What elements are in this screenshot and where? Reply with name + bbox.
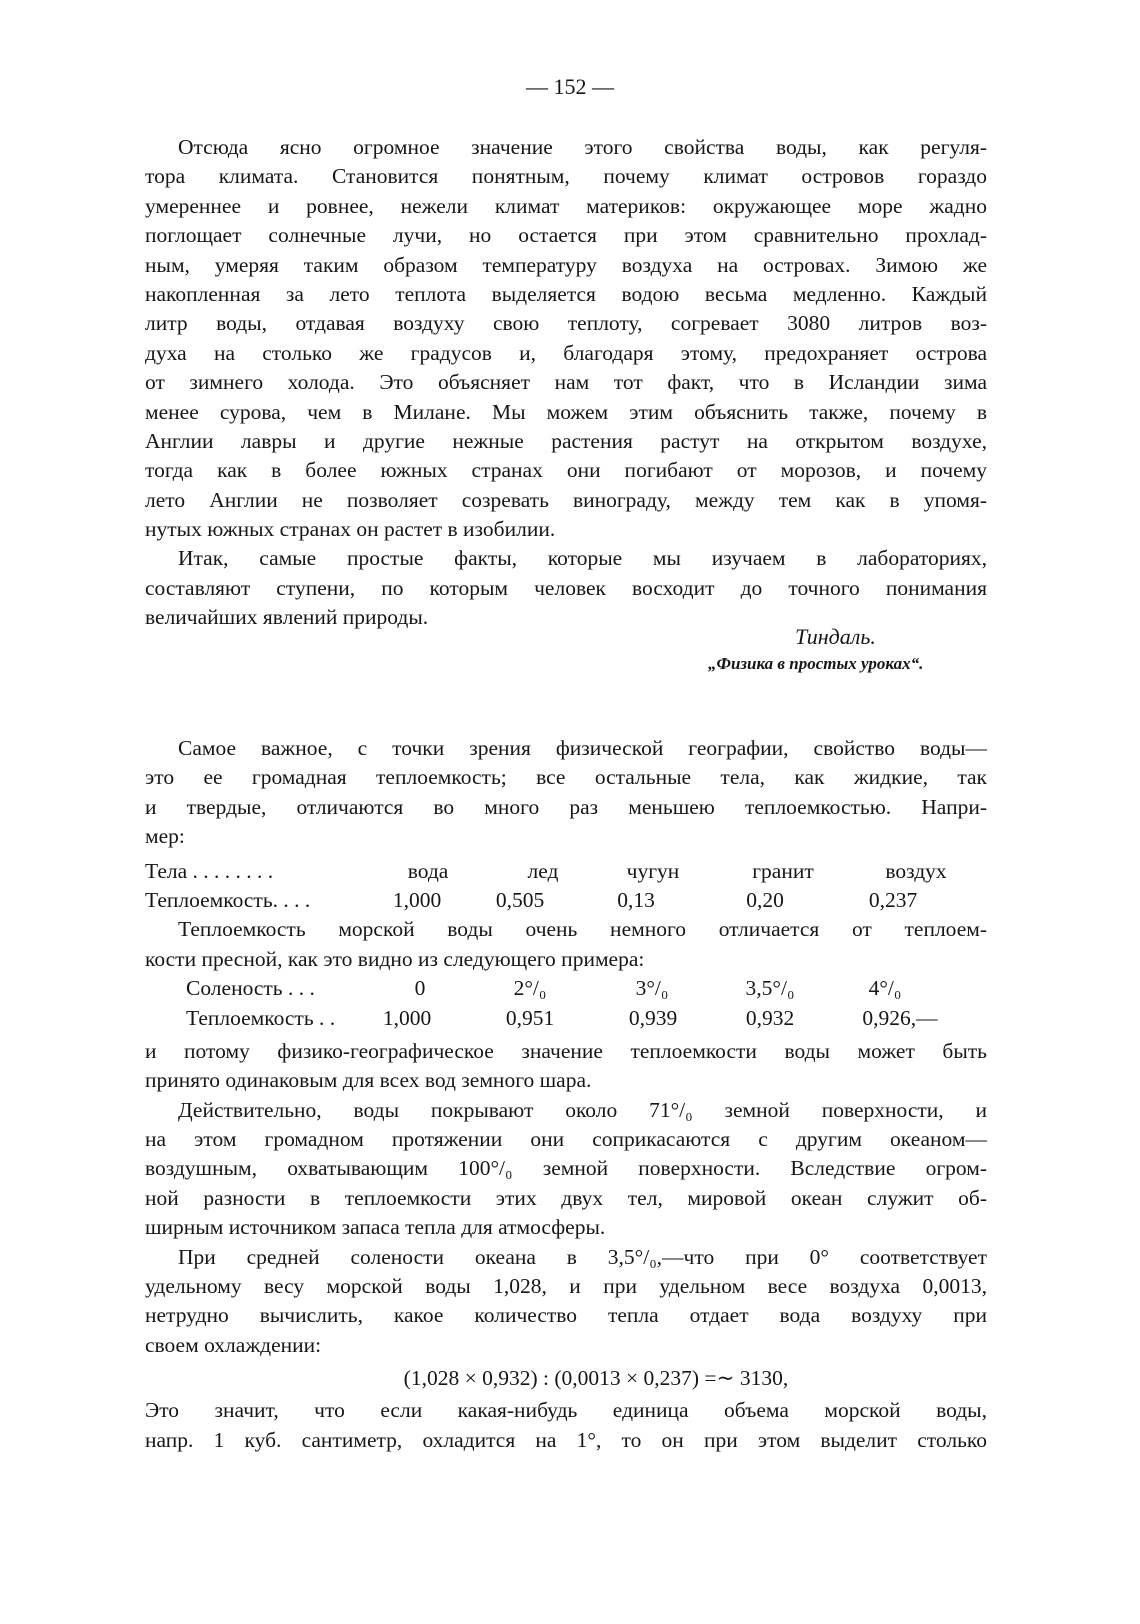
text-line: принято одинаковым для всех вод земного шара. — [145, 1068, 592, 1093]
text-line: умереннее и ровнее, нежели климат материков: окружающее море жадно — [145, 193, 987, 218]
text-line: накопленная за лето теплота выделяется водою весьма медленно. Каждый — [145, 281, 987, 306]
table-cell: чугун — [626, 858, 680, 883]
text-line: Действительно, воды покрывают около 71°/₀ земной поверхности, и — [178, 1097, 987, 1122]
text-line: Самое важное, с точки зрения физической географии, свойство воды— — [178, 736, 987, 760]
text-line: величайших явлений природы. — [145, 605, 429, 630]
text-line: составляют ступени, по которым человек восходит до точного понимания — [145, 575, 987, 600]
text-line: Это значит, что если какая-нибудь единица объема морской воды, — [145, 1398, 987, 1423]
text-line: тогда как в более южных странах они погибают от морозов, и почему — [145, 458, 987, 483]
text-line: это ее громадная теплоемкость; все остальные тела, как жидкие, так — [145, 765, 987, 790]
text-line: ширным источником запаса тепла для атмосферы. — [145, 1215, 606, 1240]
table-cell: вода — [407, 858, 449, 883]
table-cell: 0,13 — [617, 887, 655, 912]
text-line: литр воды, отдавая воздуху свою теплоту, согревает 3080 литров воз- — [145, 311, 987, 336]
table-cell: 3°/₀ — [635, 976, 669, 1001]
table-cell: 4°/₀ — [868, 976, 902, 1001]
quote-source: „Физика в простых уроках“. — [708, 654, 924, 673]
text-line: воздушным, охватывающим 100°/₀ земной поверхности. Вследствие огром- — [145, 1156, 987, 1181]
text-line: Итак, самые простые факты, которые мы изучаем в лабораториях, — [178, 546, 987, 571]
text-line: ной разности в теплоемкости этих двух тел, мировой океан служит об- — [145, 1185, 987, 1210]
text-line: лето Англии не позволяет созревать винограду, между тем как в упомя- — [145, 487, 987, 512]
row-label: Соленость . . . — [186, 976, 315, 1001]
table-cell: лед — [527, 858, 559, 883]
text-line: ным, умеряя таким образом температуру воздуха на островах. Зимою же — [145, 252, 987, 277]
text-line: от зимнего холода. Это объясняет нам тот факт, что в Исландии зима — [145, 370, 987, 395]
text-line: удельному весу морской воды 1,028, и при удельном весе воздуха 0,0013, — [145, 1274, 987, 1299]
section-heat-capacity — [145, 734, 987, 1455]
text-line: менее сурова, чем в Милане. Мы можем этим объяснить также, почему в — [145, 399, 987, 424]
table-cell: 0,932 — [745, 1005, 795, 1030]
section-tyndall-quote — [145, 133, 987, 633]
table-cell: 0,505 — [495, 887, 545, 912]
table-cell: 0,939 — [628, 1005, 678, 1030]
text-line: Теплоемкость морской воды очень немного отличается от теплоем- — [178, 917, 987, 942]
table-cell: 1,000 — [392, 887, 442, 912]
table-cell: 0,951 — [505, 1005, 555, 1030]
text-line: и твердые, отличаются во много раз меньшею теплоемкостью. Напри- — [145, 794, 987, 819]
row-label: Теплоемкость. . . . — [145, 887, 311, 912]
table-cell: 3,5°/₀ — [745, 976, 795, 1001]
table-cell: 0,237 — [868, 887, 918, 912]
page-number: — 152 — — [526, 74, 614, 99]
quote-author: Тиндаль. — [795, 624, 876, 649]
table-row — [145, 857, 987, 886]
text-line: нетрудно вычислить, какое количество тепла отдает вода воздуху при — [145, 1303, 987, 1328]
table-row — [145, 886, 987, 915]
table-cell: 2°/₀ — [513, 976, 547, 1001]
text-line: При средней солености океана в 3,5°/₀,—что при 0° соответствует — [178, 1244, 987, 1269]
table-cell: 0,20 — [746, 887, 784, 912]
data-table — [145, 857, 987, 916]
table-cell: 0,926,— — [862, 1005, 938, 1030]
row-label: Теплоемкость . . — [186, 1005, 336, 1030]
text-line: Отсюда ясно огромное значение этого свойства воды, как регуля- — [178, 135, 987, 159]
text-line: кости пресной, как это видно из следующего примера: — [145, 946, 645, 971]
table-cell: воздух — [885, 858, 947, 883]
text-line: своем охлаждении: — [145, 1332, 322, 1357]
text-line: нутых южных странах он растет в изобилии. — [145, 517, 556, 542]
table-row — [145, 1004, 987, 1033]
formula: (1,028 × 0,932) : (0,0013 × 0,237) =∼ 3130, — [403, 1366, 789, 1391]
row-label: Тела . . . . . . . . — [145, 858, 274, 883]
text-line: на этом громадном протяжении они соприкасаются с другим океаном— — [145, 1127, 987, 1152]
table-cell: 0 — [414, 976, 426, 1001]
text-line: мер: — [145, 824, 185, 849]
text-line: тора климата. Становится понятным, почему климат островов гораздо — [145, 164, 987, 189]
table-cell: гранит — [752, 858, 814, 883]
text-line: и потому физико-географическое значение теплоемкости воды может быть — [145, 1038, 987, 1063]
data-table — [145, 974, 987, 1033]
table-cell: 1,000 — [382, 1005, 432, 1030]
text-line: поглощает солнечные лучи, но остается при этом сравнительно прохлад- — [145, 223, 987, 248]
text-line: Англии лавры и другие нежные растения растут на открытом воздухе, — [145, 428, 987, 453]
text-line: духа на столько же градусов и, благодаря этому, предохраняет острова — [145, 340, 987, 365]
text-line: напр. 1 куб. сантиметр, охладится на 1°, то он при этом выделит столько — [145, 1427, 987, 1452]
table-row — [145, 974, 987, 1003]
